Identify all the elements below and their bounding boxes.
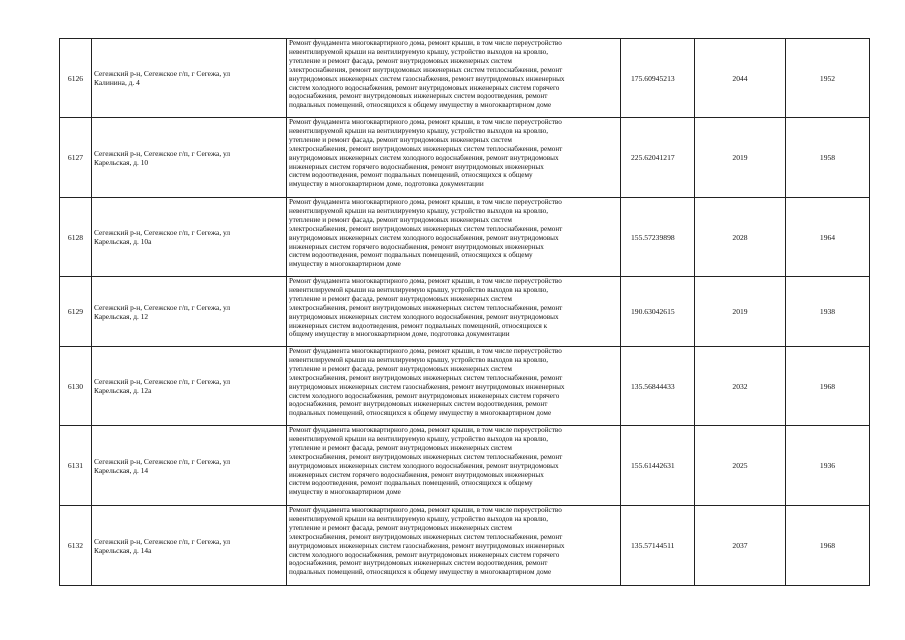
- address-line: Сегежский р-н, Сегежское г/п, г Сегежа, ул: [94, 456, 231, 466]
- address-cell: [92, 347, 287, 426]
- repair-year-cell: 2044: [695, 39, 786, 118]
- works-line: невентилируемой крыши на вентилируемую крышу, устройство выходов на кровлю,: [289, 206, 549, 215]
- build-year-cell: 1936: [786, 426, 870, 506]
- address-line: Карельская, д. 10а: [94, 237, 152, 246]
- address-cell: [92, 118, 287, 198]
- works-line: Ремонт фундамента многоквартирного дома, ремонт крыши, в том числе переустройство: [289, 506, 562, 514]
- works-line: электроснабжения, ремонт внутридомовых инженерных систем теплоснабжения, ремонт: [289, 224, 563, 233]
- works-list-cell: [287, 347, 621, 426]
- build-year-cell: 1952: [786, 39, 870, 118]
- works-list-cell: [287, 506, 621, 586]
- works-line: инженерных систем водоотведения, ремонт подвальных помещений, относящихся к: [289, 321, 548, 330]
- address-line: Сегежский р-н, Сегежское г/п, г Сегежа, ул: [94, 69, 231, 78]
- table-row: [60, 118, 870, 198]
- works-line: имуществу в многоквартирном доме: [289, 260, 401, 269]
- row-number: 6127: [60, 118, 92, 198]
- works-line: электроснабжения, ремонт внутридомовых инженерных систем теплоснабжения, ремонт: [289, 65, 563, 74]
- works-line: электроснабжения, ремонт внутридомовых инженерных систем теплоснабжения, ремонт: [289, 303, 563, 312]
- repair-year-cell: 2032: [695, 347, 786, 426]
- works-line: невентилируемой крыши на вентилируемую крышу, устройство выходов на кровлю,: [289, 434, 549, 443]
- build-year-cell: 1938: [786, 277, 870, 347]
- build-year-cell: 1968: [786, 506, 870, 586]
- works-line: электроснабжения, ремонт внутридомовых инженерных систем теплоснабжения, ремонт: [289, 373, 563, 382]
- works-line: подвальных помещений, относящихся к общему имуществу в многоквартирном доме: [289, 409, 552, 418]
- works-line: имуществу в многоквартирном доме: [289, 488, 401, 497]
- address-cell: [92, 277, 287, 347]
- row-number: 6132: [60, 506, 92, 586]
- works-line: водоснабжения, ремонт внутридомовых инженерных систем водоотведения, ремонт: [289, 559, 548, 568]
- repair-year-cell: 2028: [695, 198, 786, 277]
- works-line: внутридомовых инженерных систем холодного водоснабжения, ремонт внутридомовых: [289, 233, 559, 242]
- works-list-cell: [287, 118, 621, 198]
- address-line: Карельская, д. 10: [94, 157, 149, 167]
- works-line: внутридомовых инженерных систем газоснабжения, ремонт внутридомовых инженерных: [289, 382, 565, 391]
- works-line: Ремонт фундамента многоквартирного дома, ремонт крыши, в том числе переустройство: [289, 39, 562, 47]
- works-line: электроснабжения, ремонт внутридомовых инженерных систем теплоснабжения, ремонт: [289, 532, 563, 541]
- works-line: имуществу в многоквартирном доме, подготовка документации: [289, 180, 484, 189]
- address-line: Калинина, д. 4: [94, 78, 140, 87]
- works-line: систем водоотведения, ремонт подвальных помещений, относящихся к общему: [289, 251, 533, 260]
- works-list-cell: [287, 277, 621, 347]
- address-line: Сегежский р-н, Сегежское г/п, г Сегежа, ул: [94, 302, 231, 312]
- works-line: невентилируемой крыши на вентилируемую крышу, устройство выходов на кровлю,: [289, 285, 549, 294]
- address-line: Сегежский р-н, Сегежское г/п, г Сегежа, ул: [94, 148, 231, 158]
- works-line: утепление и ремонт фасада, ремонт внутридомовых инженерных систем: [289, 135, 512, 144]
- address-cell: [92, 506, 287, 586]
- works-line: систем холодного водоснабжения, ремонт внутридомовых инженерных систем горячего: [289, 391, 560, 400]
- address-cell: [92, 39, 287, 118]
- address-line: Карельская, д. 14: [94, 465, 149, 475]
- works-line: невентилируемой крыши на вентилируемую крышу, устройство выходов на кровлю,: [289, 355, 549, 364]
- row-number: 6129: [60, 277, 92, 347]
- works-list-cell: [287, 426, 621, 506]
- table-row: [60, 426, 870, 506]
- works-line: внутридомовых инженерных систем холодного водоснабжения, ремонт внутридомовых: [289, 312, 559, 321]
- works-line: внутридомовых инженерных систем холодного водоснабжения, ремонт внутридомовых: [289, 153, 559, 162]
- repair-year-cell: 2037: [695, 506, 786, 586]
- build-year-cell: 1958: [786, 118, 870, 198]
- works-line: инженерных систем горячего водоснабжения, ремонт внутридомовых инженерных: [289, 162, 544, 171]
- works-line: внутридомовых инженерных систем газоснабжения, ремонт внутридомовых инженерных: [289, 74, 565, 83]
- address-cell: [92, 198, 287, 277]
- repair-year-cell: 2025: [695, 426, 786, 506]
- works-line: подвальных помещений, относящихся к общему имуществу в многоквартирном доме: [289, 101, 552, 110]
- cost-cell: 135.57144511: [621, 506, 695, 586]
- table-row: [60, 277, 870, 347]
- works-line: электроснабжения, ремонт внутридомовых инженерных систем теплоснабжения, ремонт: [289, 452, 563, 461]
- row-number: 6131: [60, 426, 92, 506]
- cost-cell: 155.57239898: [621, 198, 695, 277]
- works-line: водоснабжения, ремонт внутридомовых инженерных систем водоотведения, ремонт: [289, 92, 548, 101]
- capital-repair-table: [59, 38, 870, 586]
- works-line: невентилируемой крыши на вентилируемую крышу, устройство выходов на кровлю,: [289, 126, 549, 135]
- table-row: [60, 198, 870, 277]
- address-cell: [92, 426, 287, 506]
- works-line: систем холодного водоснабжения, ремонт внутридомовых инженерных систем горячего: [289, 83, 560, 92]
- table-row: [60, 39, 870, 118]
- works-list-cell: [287, 39, 621, 118]
- works-line: инженерных систем горячего водоснабжения, ремонт внутридомовых инженерных: [289, 242, 544, 251]
- works-line: внутридомовых инженерных систем газоснабжения, ремонт внутридомовых инженерных: [289, 541, 565, 550]
- works-line: Ремонт фундамента многоквартирного дома, ремонт крыши, в том числе переустройство: [289, 426, 562, 434]
- works-line: внутридомовых инженерных систем холодного водоснабжения, ремонт внутридомовых: [289, 461, 559, 470]
- works-line: подвальных помещений, относящихся к общему имуществу в многоквартирном доме: [289, 568, 552, 577]
- works-list-cell: [287, 198, 621, 277]
- works-line: водоснабжения, ремонт внутридомовых инженерных систем водоотведения, ремонт: [289, 400, 548, 409]
- address-line: Карельская, д. 12а: [94, 386, 152, 395]
- cost-cell: 135.56844433: [621, 347, 695, 426]
- build-year-cell: 1968: [786, 347, 870, 426]
- works-line: утепление и ремонт фасада, ремонт внутридомовых инженерных систем: [289, 364, 512, 373]
- address-line: Карельская, д. 12: [94, 311, 149, 321]
- row-number: 6126: [60, 39, 92, 118]
- table-body: [60, 39, 870, 586]
- table-row: [60, 347, 870, 426]
- works-line: Ремонт фундамента многоквартирного дома, ремонт крыши, в том числе переустройство: [289, 118, 562, 126]
- works-line: систем холодного водоснабжения, ремонт внутридомовых инженерных систем горячего: [289, 550, 560, 559]
- address-line: Карельская, д. 14а: [94, 545, 152, 555]
- works-line: систем водоотведения, ремонт подвальных помещений, относящихся к общему: [289, 171, 533, 180]
- works-line: утепление и ремонт фасада, ремонт внутридомовых инженерных систем: [289, 523, 512, 532]
- works-line: Ремонт фундамента многоквартирного дома, ремонт крыши, в том числе переустройство: [289, 347, 562, 355]
- cost-cell: 175.60945213: [621, 39, 695, 118]
- works-line: общему имуществу в многоквартирном доме, подготовка документации: [289, 330, 510, 339]
- works-line: инженерных систем горячего водоснабжения, ремонт внутридомовых инженерных: [289, 470, 544, 479]
- repair-year-cell: 2019: [695, 118, 786, 198]
- address-line: Сегежский р-н, Сегежское г/п, г Сегежа, ул: [94, 228, 231, 237]
- table-row: [60, 506, 870, 586]
- works-line: систем водоотведения, ремонт подвальных помещений, относящихся к общему: [289, 479, 533, 488]
- works-line: утепление и ремонт фасада, ремонт внутридомовых инженерных систем: [289, 443, 512, 452]
- works-line: утепление и ремонт фасада, ремонт внутридомовых инженерных систем: [289, 294, 512, 303]
- works-line: электроснабжения, ремонт внутридомовых инженерных систем теплоснабжения, ремонт: [289, 144, 563, 153]
- works-line: утепление и ремонт фасада, ремонт внутридомовых инженерных систем: [289, 56, 512, 65]
- cost-cell: 225.62041217: [621, 118, 695, 198]
- build-year-cell: 1964: [786, 198, 870, 277]
- address-line: Сегежский р-н, Сегежское г/п, г Сегежа, ул: [94, 377, 231, 386]
- repair-year-cell: 2019: [695, 277, 786, 347]
- row-number: 6128: [60, 198, 92, 277]
- cost-cell: 155.61442631: [621, 426, 695, 506]
- works-line: невентилируемой крыши на вентилируемую крышу, устройство выходов на кровлю,: [289, 47, 549, 56]
- works-line: Ремонт фундамента многоквартирного дома, ремонт крыши, в том числе переустройство: [289, 277, 562, 285]
- works-line: утепление и ремонт фасада, ремонт внутридомовых инженерных систем: [289, 215, 512, 224]
- row-number: 6130: [60, 347, 92, 426]
- works-line: невентилируемой крыши на вентилируемую крышу, устройство выходов на кровлю,: [289, 514, 549, 523]
- cost-cell: 190.63042615: [621, 277, 695, 347]
- address-line: Сегежский р-н, Сегежское г/п, г Сегежа, ул: [94, 536, 231, 546]
- works-line: Ремонт фундамента многоквартирного дома, ремонт крыши, в том числе переустройство: [289, 198, 562, 206]
